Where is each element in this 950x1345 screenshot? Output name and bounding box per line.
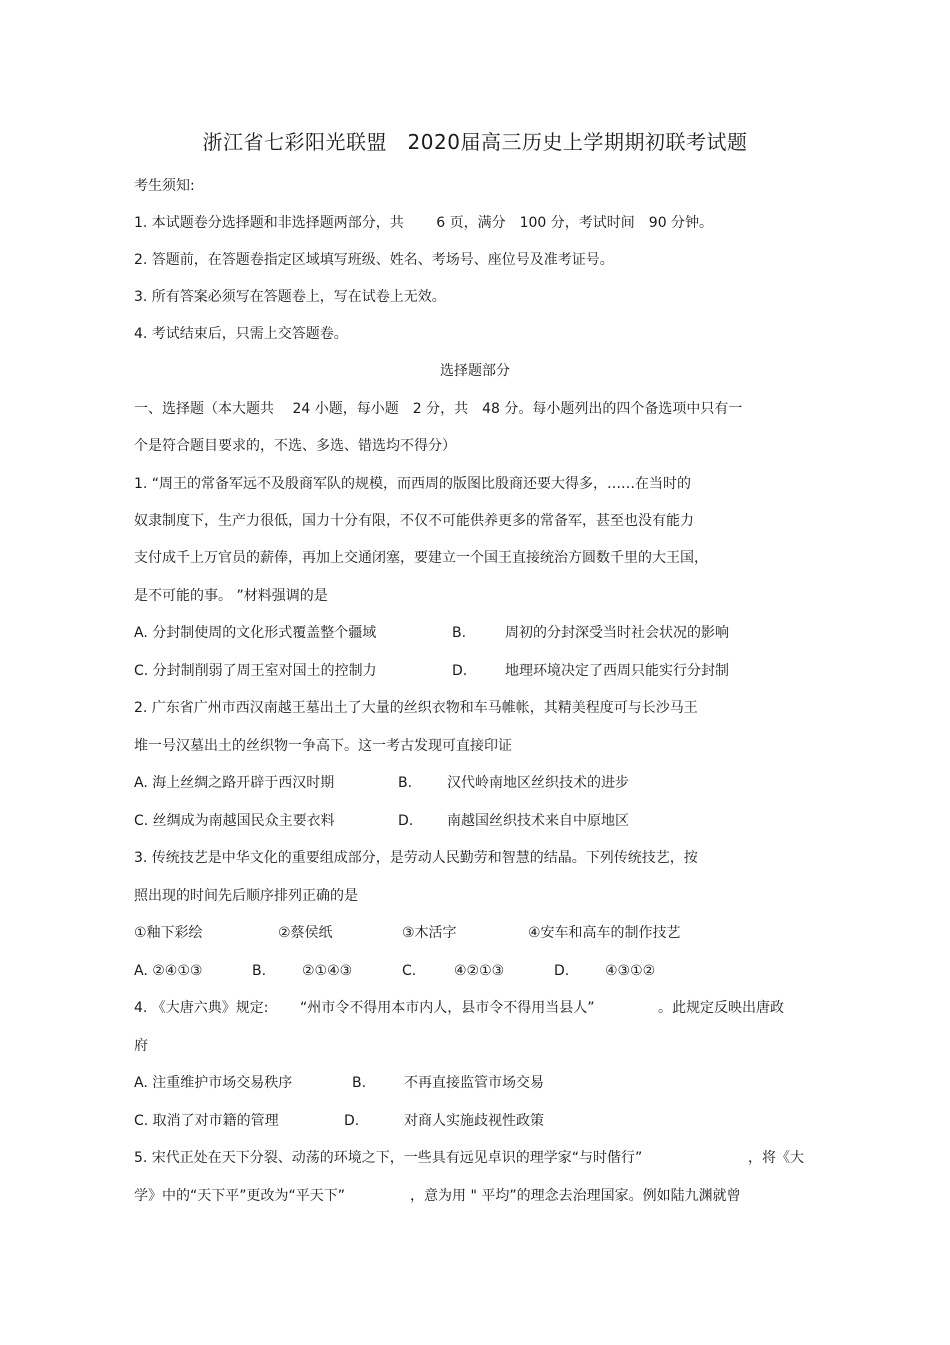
instructions-line: 个是符合题目要求的，不选、多选、错选均不得分） <box>134 438 456 454</box>
question-1-text: 支付成千上万官员的薪俸，再加上交通闭塞，要建立一个国王直接统治方圆数千里的大王国， <box>134 550 708 566</box>
q1-option-d-letter: D. <box>452 663 468 679</box>
question-4-quote: “州市令不得用本市内人，县市令不得用当县人” <box>300 1000 595 1016</box>
q4-option-d-letter: D. <box>344 1113 360 1129</box>
notice-item: 3. 所有答案必须写在答题卷上，写在试卷上无效。 <box>134 289 446 305</box>
question-4-text: 府 <box>134 1038 148 1054</box>
question-3-text: 照出现的时间先后顺序排列正确的是 <box>134 888 358 904</box>
q2-option-b-letter: B. <box>398 775 413 791</box>
q1-option-d: 地理环境决定了西周只能实行分封制 <box>505 663 729 679</box>
q2-option-b: 汉代岭南地区丝织技术的进步 <box>447 775 629 791</box>
notice-heading: 考生须知: <box>134 178 195 194</box>
q4-option-a: A. 注重维护市场交易秩序 <box>134 1075 293 1091</box>
question-5-text: 5. 宋代正处在天下分裂、动荡的环境之下，一些具有远见卓识的理学家“与时偕行” <box>134 1150 643 1166</box>
question-5-text: 学》中的“天下平”更改为“平天下” <box>134 1188 346 1204</box>
instructions-line: 一、选择题（本大题共 24 小题，每小题 2 分，共 48 分。每小题列出的四个备选项中只有一 <box>134 401 743 417</box>
notice-item: 1. 本试题卷分选择题和非选择题两部分，共 6 页，满分 100 分，考试时间 90 分钟。 <box>134 215 714 231</box>
q2-option-a: A. 海上丝绸之路开辟于西汉时期 <box>134 775 335 791</box>
q3-option-b: ②①④③ <box>302 963 353 979</box>
q3-option-c: ④②①③ <box>454 963 505 979</box>
notice-item: 4. 考试结束后，只需上交答题卷。 <box>134 326 348 342</box>
notice-item: 2. 答题前，在答题卷指定区域填写班级、姓名、考场号、座位号及准考证号。 <box>134 252 614 268</box>
q3-option-c-letter: C. <box>402 963 417 979</box>
question-2-text: 堆一号汉墓出土的丝织物一争高下。这一考古发现可直接印证 <box>134 738 512 754</box>
q3-option-b-letter: B. <box>252 963 267 979</box>
question-1-text: 是不可能的事。 ”材料强调的是 <box>134 588 328 604</box>
question-1-text: 奴隶制度下，生产力很低，国力十分有限，不仅不可能供养更多的常备军，甚至也没有能力 <box>134 513 694 529</box>
question-5-text: ，将《大 <box>748 1150 804 1166</box>
q3-item: ④安车和高车的制作技艺 <box>528 925 681 941</box>
q2-option-d: 南越国丝织技术来自中原地区 <box>447 813 629 829</box>
q1-option-c: C. 分封制削弱了周王室对国土的控制力 <box>134 663 377 679</box>
q3-item: ②蔡侯纸 <box>278 925 333 941</box>
q3-item: ③木活字 <box>402 925 457 941</box>
q4-option-c: C. 取消了对市籍的管理 <box>134 1113 279 1129</box>
page-title: 浙江省七彩阳光联盟 2020届高三历史上学期期初联考试题 <box>202 130 748 154</box>
question-3-text: 3. 传统技艺是中华文化的重要组成部分，是劳动人民勤劳和智慧的结晶。下列传统技艺，按 <box>134 850 698 866</box>
q3-option-a: A. ②④①③ <box>134 963 203 979</box>
question-2-text: 2. 广东省广州市西汉南越王墓出土了大量的丝织衣物和车马帷帐，其精美程度可与长沙马王 <box>134 700 698 716</box>
q3-option-d: ④③①② <box>605 963 656 979</box>
q4-option-b: 不再直接监管市场交易 <box>404 1075 544 1091</box>
question-1-text: 1. “周王的常备军远不及殷商军队的规模，而西周的版图比殷商还要大得多，……在当时的 <box>134 476 692 492</box>
q1-option-b-letter: B. <box>452 625 467 641</box>
q2-option-c: C. 丝绸成为南越国民众主要衣料 <box>134 813 335 829</box>
q1-option-a: A. 分封制使周的文化形式覆盖整个疆域 <box>134 625 377 641</box>
q2-option-d-letter: D. <box>398 813 414 829</box>
question-4-text: 4. 《大唐六典》规定: <box>134 1000 269 1016</box>
q4-option-b-letter: B. <box>352 1075 367 1091</box>
question-5-text: ，意为用 " 平均”的理念去治理国家。例如陆九渊就曾 <box>410 1188 741 1204</box>
q4-option-d: 对商人实施歧视性政策 <box>404 1113 544 1129</box>
question-4-text: 。此规定反映出唐政 <box>658 1000 784 1016</box>
q1-option-b: 周初的分封深受当时社会状况的影响 <box>505 625 729 641</box>
q3-item: ①釉下彩绘 <box>134 925 203 941</box>
section-heading: 选择题部分 <box>440 363 510 379</box>
q3-option-d-letter: D. <box>554 963 570 979</box>
